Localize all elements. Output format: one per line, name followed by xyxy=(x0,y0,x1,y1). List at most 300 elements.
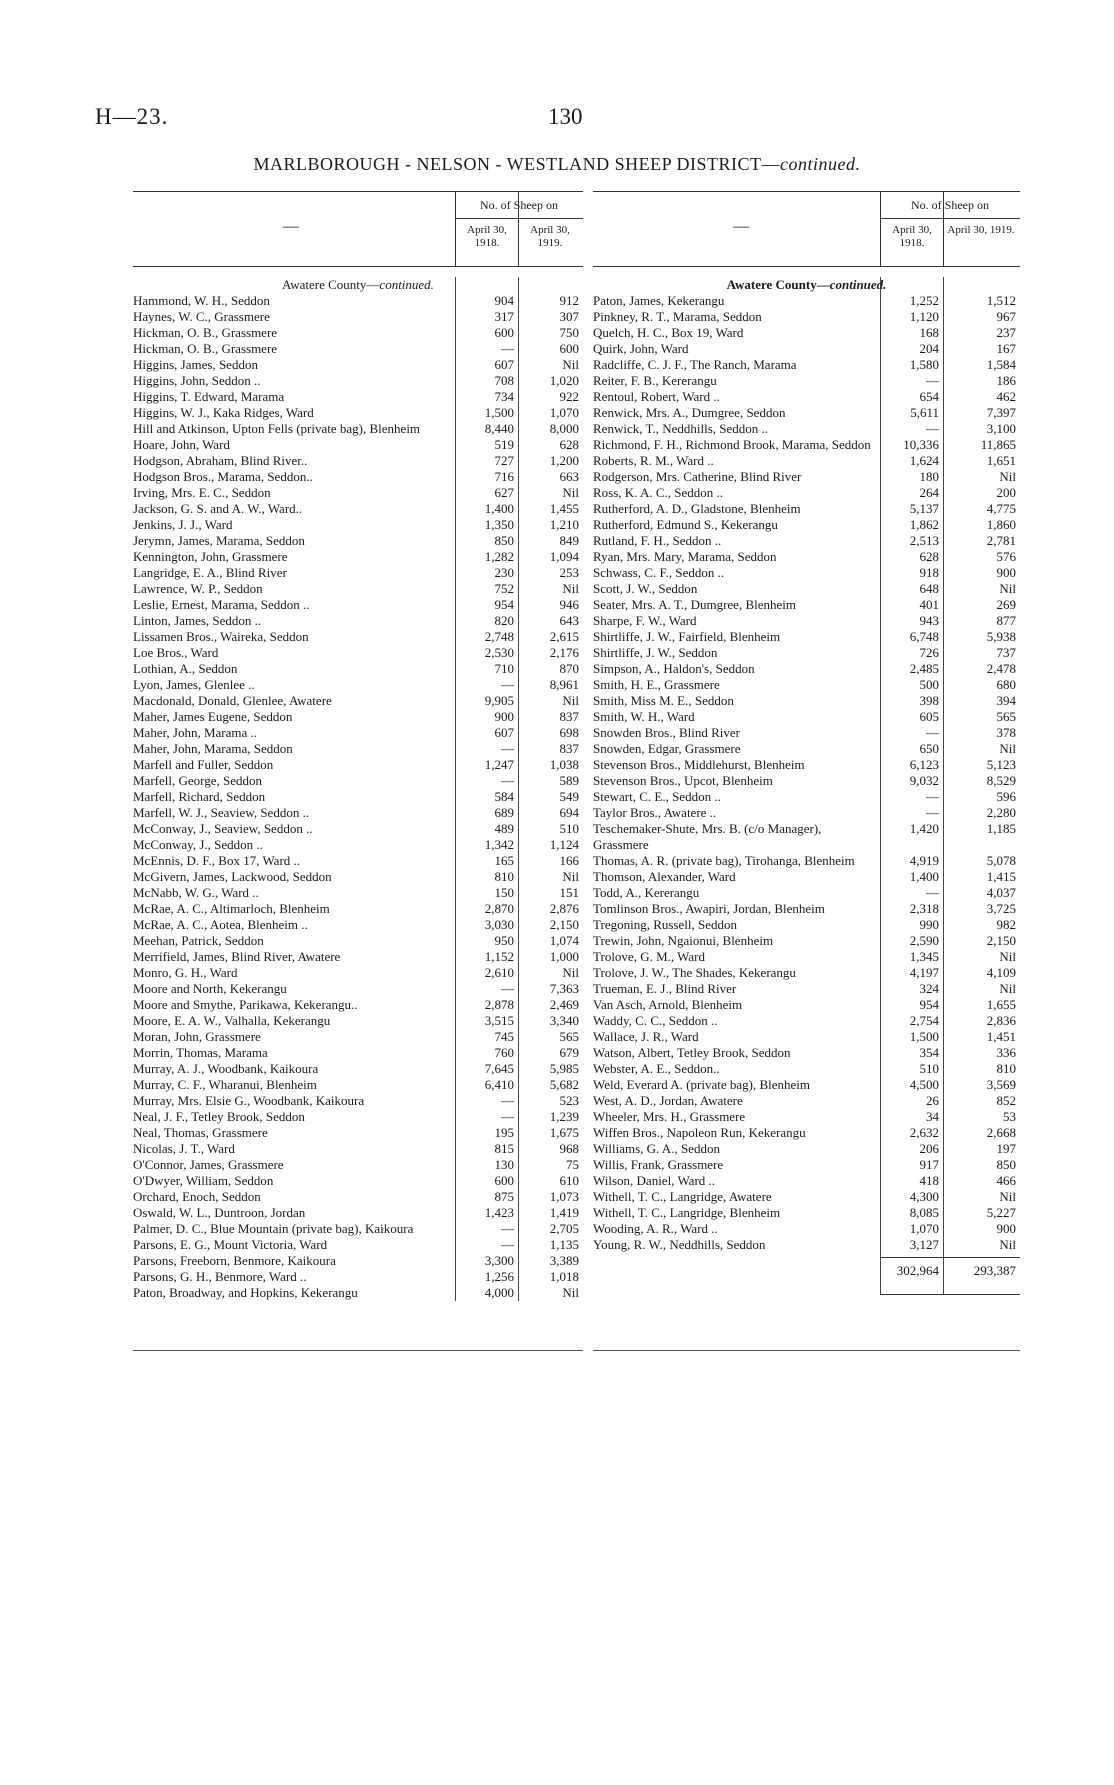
sheep-1919: 269 xyxy=(996,597,1016,612)
holder-name: Stevenson Bros., Upcot, Blenheim xyxy=(593,773,773,788)
holder-name: Hill and Atkinson, Upton Fells (private bag), Blenheim xyxy=(133,421,421,436)
table-row xyxy=(133,869,583,885)
sheep-1919: Nil xyxy=(562,357,579,372)
sheep-1918: 195 xyxy=(494,1125,514,1140)
table-row xyxy=(593,1045,1020,1061)
sheep-1919: 837 xyxy=(559,741,579,756)
table-row xyxy=(133,661,583,677)
holder-name: Tomlinson Bros., Awapiri, Jordan, Blenheim xyxy=(593,901,825,916)
sheep-1918: 605 xyxy=(919,709,939,724)
table-row xyxy=(133,1045,583,1061)
holder-name: Wilson, Daniel, Ward .. xyxy=(593,1173,716,1188)
page-title xyxy=(0,154,1114,175)
sheep-1918: 904 xyxy=(494,293,514,308)
sheep-1918: 628 xyxy=(919,549,939,564)
sheep-1918: 918 xyxy=(919,565,939,580)
holder-name: Haynes, W. C., Grassmere xyxy=(133,309,270,324)
table-row xyxy=(593,933,1020,949)
table-row xyxy=(133,837,583,853)
holder-name: Smith, W. H., Ward xyxy=(593,709,695,724)
sheep-1919: 1,455 xyxy=(549,501,579,516)
holder-name: Parsons, E. G., Mount Victoria, Ward xyxy=(133,1237,328,1252)
holder-name: Withell, T. C., Langridge, Blenheim xyxy=(593,1205,781,1220)
sheep-1918: 180 xyxy=(919,469,939,484)
table-row xyxy=(133,1125,583,1141)
sheep-1919: 596 xyxy=(996,789,1016,804)
sheep-1919: 877 xyxy=(996,613,1016,628)
left-header-dash: — xyxy=(283,218,299,235)
page-number: 130 xyxy=(548,104,583,129)
sheep-1918: 710 xyxy=(494,661,514,676)
table-row xyxy=(133,949,583,965)
sheep-1918: 1,345 xyxy=(909,949,939,964)
sheep-1918: 206 xyxy=(919,1141,939,1156)
sheep-1918: 500 xyxy=(919,677,939,692)
sheep-1918: 607 xyxy=(494,357,514,372)
left-header-col-1919: April 30, 1919. xyxy=(530,224,570,249)
table-row xyxy=(133,1205,583,1221)
sheep-1918: 1,070 xyxy=(909,1221,939,1236)
sheep-1919: 750 xyxy=(559,325,579,340)
table-row xyxy=(593,517,1020,533)
holder-name: Jenkins, J. J., Ward xyxy=(133,517,233,532)
sheep-1918: 519 xyxy=(494,437,514,452)
sheep-1918: — xyxy=(926,725,939,740)
table-row xyxy=(593,677,1020,693)
holder-name: Stewart, C. E., Seddon .. xyxy=(593,789,721,804)
sheep-1918: 2,318 xyxy=(909,901,939,916)
left-table-body xyxy=(133,277,583,1301)
table-row xyxy=(593,853,1020,869)
table-row xyxy=(133,693,583,709)
holder-name: Neal, J. F., Tetley Brook, Seddon xyxy=(133,1109,305,1124)
sheep-1919: 1,124 xyxy=(549,837,579,852)
sheep-1918: 1,350 xyxy=(484,517,514,532)
sheep-1919: 1,020 xyxy=(549,373,579,388)
holder-name: Weld, Everard A. (private bag), Blenheim xyxy=(593,1077,810,1092)
sheep-1919: 1,000 xyxy=(549,949,579,964)
holder-name: Linton, James, Seddon .. xyxy=(133,613,262,628)
holder-name: Macdonald, Donald, Glenlee, Awatere xyxy=(133,693,332,708)
table-row xyxy=(133,309,583,325)
sheep-1918: 2,530 xyxy=(484,645,514,660)
table-row xyxy=(593,325,1020,341)
holder-name: Schwass, C. F., Seddon .. xyxy=(593,565,725,580)
table-row xyxy=(133,421,583,437)
sheep-1918: 9,032 xyxy=(909,773,939,788)
holder-name: Moran, John, Grassmere xyxy=(133,1029,261,1044)
holder-name: Lissamen Bros., Waireka, Seddon xyxy=(133,629,309,644)
sheep-1919: 5,227 xyxy=(986,1205,1016,1220)
holder-name: Murray, A. J., Woodbank, Kaikoura xyxy=(133,1061,319,1076)
table-row xyxy=(133,805,583,821)
sheep-1919: 810 xyxy=(996,1061,1016,1076)
table-row xyxy=(593,1077,1020,1093)
sheep-1919: 253 xyxy=(559,565,579,580)
sheep-1918: 584 xyxy=(494,789,514,804)
sheep-1919: 1,655 xyxy=(986,997,1016,1012)
table-row xyxy=(593,1013,1020,1029)
sheep-1919: 982 xyxy=(996,917,1016,932)
sheep-1918: 7,645 xyxy=(484,1061,514,1076)
sheep-1918: 1,862 xyxy=(909,517,939,532)
table-row xyxy=(133,1109,583,1125)
holder-name: Reiter, F. B., Kererangu xyxy=(593,373,717,388)
holder-name: West, A. D., Jordan, Awatere xyxy=(593,1093,743,1108)
table-row xyxy=(133,1141,583,1157)
sheep-1918: — xyxy=(501,341,514,356)
sheep-1918: — xyxy=(926,805,939,820)
right-bottom-rule xyxy=(593,1350,1020,1351)
sheep-1919: 1,070 xyxy=(549,405,579,420)
table-row xyxy=(133,741,583,757)
right-header-dash: — xyxy=(733,218,749,235)
holder-name: Renwick, T., Neddhills, Seddon .. xyxy=(593,421,769,436)
table-row xyxy=(133,1237,583,1253)
holder-name: Shirtliffe, J. W., Fairfield, Blenheim xyxy=(593,629,781,644)
sheep-1919: 2,176 xyxy=(549,645,579,660)
holder-name: Hickman, O. B., Grassmere xyxy=(133,325,278,340)
sheep-1919: 850 xyxy=(996,1157,1016,1172)
table-row xyxy=(133,677,583,693)
sheep-1919: 1,038 xyxy=(549,757,579,772)
sheep-1919: Nil xyxy=(562,965,579,980)
sheep-1918: 2,610 xyxy=(484,965,514,980)
sheep-1919: 8,529 xyxy=(986,773,1016,788)
table-row xyxy=(593,725,1020,741)
sheep-1919: 200 xyxy=(996,485,1016,500)
right-header-col-1919: April 30, 1919. xyxy=(947,224,1015,236)
sheep-1919: 7,397 xyxy=(986,405,1016,420)
right-header-sheep-on: No. of Sheep on xyxy=(911,198,989,212)
left-header-col-1918: April 30, 1918. xyxy=(467,224,507,249)
table-row xyxy=(593,1173,1020,1189)
holder-name: Hickman, O. B., Grassmere xyxy=(133,341,278,356)
sheep-1919: 737 xyxy=(996,645,1016,660)
sheep-1918: 5,611 xyxy=(910,405,939,420)
holder-name: Withell, T. C., Langridge, Awatere xyxy=(593,1189,772,1204)
sheep-1918: 6,748 xyxy=(909,629,939,644)
table-row xyxy=(133,1285,583,1301)
sheep-1919: Nil xyxy=(562,693,579,708)
sheep-1918: 510 xyxy=(919,1061,939,1076)
holder-name: Maher, John, Marama, Seddon xyxy=(133,741,293,756)
sheep-1918: 150 xyxy=(494,885,514,900)
sheep-1918: 1,120 xyxy=(909,309,939,324)
holder-name: Williams, G. A., Seddon xyxy=(593,1141,720,1156)
table-row xyxy=(593,1061,1020,1077)
page-identifier: H—23. xyxy=(95,104,169,129)
sheep-1919: 1,675 xyxy=(549,1125,579,1140)
holder-name: Trolove, G. M., Ward xyxy=(593,949,705,964)
sheep-1918: — xyxy=(926,373,939,388)
sheep-1918: 165 xyxy=(494,853,514,868)
sheep-1919: 1,073 xyxy=(549,1189,579,1204)
holder-name: Moore, E. A. W., Valhalla, Kekerangu xyxy=(133,1013,331,1028)
sheep-1918: 648 xyxy=(919,581,939,596)
table-row xyxy=(593,421,1020,437)
holder-name: Renwick, Mrs. A., Dumgree, Seddon xyxy=(593,405,786,420)
holder-name: Parsons, G. H., Benmore, Ward .. xyxy=(133,1269,307,1284)
right-total-spacer xyxy=(593,1262,880,1280)
holder-name: McRae, A. C., Aotea, Blenheim .. xyxy=(133,917,308,932)
table-row xyxy=(133,469,583,485)
holder-name: Rutherford, A. D., Gladstone, Blenheim xyxy=(593,501,801,516)
sheep-1919: 1,210 xyxy=(549,517,579,532)
sheep-1918: 950 xyxy=(494,933,514,948)
table-row xyxy=(133,325,583,341)
table-row xyxy=(593,1221,1020,1237)
total-1918: 302,964 xyxy=(896,1263,939,1278)
holder-name: McConway, J., Seaview, Seddon .. xyxy=(133,821,313,836)
sheep-1919: 565 xyxy=(559,1029,579,1044)
sheep-1918: 815 xyxy=(494,1141,514,1156)
sheep-1919: 549 xyxy=(559,789,579,804)
sheep-1919: 166 xyxy=(559,853,579,868)
table-row xyxy=(593,661,1020,677)
sheep-1919: 3,725 xyxy=(986,901,1016,916)
sheep-1919: 2,478 xyxy=(986,661,1016,676)
right-county-heading xyxy=(593,277,1020,293)
sheep-1918: 2,878 xyxy=(484,997,514,1012)
sheep-1918: 264 xyxy=(919,485,939,500)
sheep-1918: 2,632 xyxy=(909,1125,939,1140)
table-row xyxy=(133,821,583,837)
table-row xyxy=(593,501,1020,517)
table-row xyxy=(593,1109,1020,1125)
sheep-1918: 317 xyxy=(494,309,514,324)
holder-name: Maher, James Eugene, Seddon xyxy=(133,709,293,724)
sheep-1919: 870 xyxy=(559,661,579,676)
sheep-1919: 2,876 xyxy=(549,901,579,916)
table-row xyxy=(593,357,1020,373)
table-row xyxy=(593,709,1020,725)
sheep-1919: 510 xyxy=(559,821,579,836)
sheep-1918: 745 xyxy=(494,1029,514,1044)
sheep-1918: 654 xyxy=(919,389,939,404)
sheep-1918: 4,300 xyxy=(909,1189,939,1204)
sheep-1918: 726 xyxy=(919,645,939,660)
holder-name: Lawrence, W. P., Seddon xyxy=(133,581,263,596)
holder-name: Richmond, F. H., Richmond Brook, Marama, Seddon xyxy=(593,437,871,452)
sheep-1919: 698 xyxy=(559,725,579,740)
table-row xyxy=(133,1077,583,1093)
table-row xyxy=(593,1093,1020,1109)
table-row xyxy=(133,613,583,629)
sheep-1919: 2,781 xyxy=(986,533,1016,548)
sheep-1919: 75 xyxy=(566,1157,579,1172)
sheep-1919: 466 xyxy=(996,1173,1016,1188)
holder-name: Trolove, J. W., The Shades, Kekerangu xyxy=(593,965,796,980)
sheep-1919: 186 xyxy=(996,373,1016,388)
sheep-1919: 5,985 xyxy=(549,1061,579,1076)
table-row xyxy=(133,645,583,661)
holder-name: Watson, Albert, Tetley Brook, Seddon xyxy=(593,1045,791,1060)
sheep-1919: Nil xyxy=(999,469,1016,484)
title-continued: continued. xyxy=(780,154,861,174)
left-table-header xyxy=(133,191,583,267)
sheep-1918: 600 xyxy=(494,1173,514,1188)
holder-name: Snowden Bros., Blind River xyxy=(593,725,740,740)
sheep-1919: Nil xyxy=(999,741,1016,756)
holder-name: Smith, H. E., Grassmere xyxy=(593,677,720,692)
sheep-1919: 4,037 xyxy=(986,885,1016,900)
sheep-1918: 734 xyxy=(494,389,514,404)
holder-name: Merrifield, James, Blind River, Awatere xyxy=(133,949,341,964)
left-county-heading xyxy=(133,277,583,293)
sheep-1919: 1,451 xyxy=(986,1029,1016,1044)
holder-name: Ryan, Mrs. Mary, Marama, Seddon xyxy=(593,549,777,564)
table-row xyxy=(593,645,1020,661)
table-row xyxy=(133,757,583,773)
sheep-1918: — xyxy=(501,1237,514,1252)
sheep-1918: 689 xyxy=(494,805,514,820)
sheep-1919: 837 xyxy=(559,709,579,724)
holder-name: Seater, Mrs. A. T., Dumgree, Blenheim xyxy=(593,597,796,612)
table-row xyxy=(133,1013,583,1029)
sheep-1918: 3,515 xyxy=(484,1013,514,1028)
table-row xyxy=(593,757,1020,773)
holder-name: Monro, G. H., Ward xyxy=(133,965,238,980)
holder-name: Neal, Thomas, Grassmere xyxy=(133,1125,268,1140)
sheep-1919: 1,584 xyxy=(986,357,1016,372)
sheep-1919: 5,123 xyxy=(986,757,1016,772)
holder-name: O'Dwyer, William, Seddon xyxy=(133,1173,274,1188)
holder-name: Quelch, H. C., Box 19, Ward xyxy=(593,325,744,340)
table-row xyxy=(593,901,1020,917)
sheep-1919: 307 xyxy=(559,309,579,324)
holder-name: Wallace, J. R., Ward xyxy=(593,1029,699,1044)
sheep-1919: 967 xyxy=(996,309,1016,324)
holder-name: Orchard, Enoch, Seddon xyxy=(133,1189,261,1204)
sheep-1919: 523 xyxy=(559,1093,579,1108)
right-table xyxy=(593,191,1020,1295)
holder-name: Lothian, A., Seddon xyxy=(133,661,238,676)
sheep-1919: Nil xyxy=(999,1237,1016,1252)
sheep-1919: 53 xyxy=(1003,1109,1016,1124)
sheep-1918: 2,870 xyxy=(484,901,514,916)
table-row xyxy=(593,293,1020,309)
sheep-1919: 663 xyxy=(559,469,579,484)
sheep-1918: 1,500 xyxy=(909,1029,939,1044)
sheep-1919: 11,865 xyxy=(980,437,1016,452)
table-row xyxy=(593,533,1020,549)
sheep-1918: 10,336 xyxy=(903,437,939,452)
sheep-1919: 3,569 xyxy=(986,1077,1016,1092)
table-row xyxy=(593,1125,1020,1141)
table-row xyxy=(593,693,1020,709)
sheep-1919: 565 xyxy=(996,709,1016,724)
sheep-1918: 727 xyxy=(494,453,514,468)
sheep-1919: 5,938 xyxy=(986,629,1016,644)
holder-name: Rodgerson, Mrs. Catherine, Blind River xyxy=(593,469,802,484)
holder-name: Smith, Miss M. E., Seddon xyxy=(593,693,734,708)
sheep-1919: 2,280 xyxy=(986,805,1016,820)
sheep-1919: 946 xyxy=(559,597,579,612)
sheep-1919: 1,094 xyxy=(549,549,579,564)
right-rows xyxy=(593,293,1020,1253)
table-row xyxy=(593,741,1020,757)
holder-name: Langridge, E. A., Blind River xyxy=(133,565,287,580)
table-row xyxy=(133,293,583,309)
sheep-1919: 2,150 xyxy=(549,917,579,932)
holder-name: Ross, K. A. C., Seddon .. xyxy=(593,485,724,500)
table-row xyxy=(593,789,1020,805)
right-table-header xyxy=(593,191,1020,267)
sheep-1919: 576 xyxy=(996,549,1016,564)
holder-name: McRae, A. C., Altimarloch, Blenheim xyxy=(133,901,330,916)
holder-name: Willis, Frank, Grassmere xyxy=(593,1157,724,1172)
sheep-1918: 3,030 xyxy=(484,917,514,932)
sheep-1919: 900 xyxy=(996,565,1016,580)
right-header-col-1918: April 30, 1918. xyxy=(892,224,932,249)
holder-name: Trewin, John, Ngaionui, Blenheim xyxy=(593,933,774,948)
table-row xyxy=(133,1221,583,1237)
sheep-1919: 462 xyxy=(996,389,1016,404)
sheep-1918: — xyxy=(501,1221,514,1236)
sheep-1918: 650 xyxy=(919,741,939,756)
table-row xyxy=(133,405,583,421)
table-row xyxy=(133,981,583,997)
holder-name: Jackson, G. S. and A. W., Ward.. xyxy=(133,501,303,516)
holder-name: Paton, James, Kekerangu xyxy=(593,293,725,308)
sheep-1918: 489 xyxy=(494,821,514,836)
holder-name: Waddy, C. C., Seddon .. xyxy=(593,1013,718,1028)
sheep-1918: 4,197 xyxy=(909,965,939,980)
sheep-1919: 600 xyxy=(559,341,579,356)
left-header-sheep-on: No. of Sheep on xyxy=(480,198,558,212)
sheep-1918: 1,247 xyxy=(484,757,514,772)
sheep-1918: 401 xyxy=(919,597,939,612)
table-row xyxy=(593,917,1020,933)
sheep-1919: 3,340 xyxy=(549,1013,579,1028)
sheep-1919: 8,961 xyxy=(549,677,579,692)
holder-name: Quirk, John, Ward xyxy=(593,341,689,356)
sheep-1919: Nil xyxy=(562,581,579,596)
table-row xyxy=(133,437,583,453)
table-row xyxy=(133,789,583,805)
holder-name: Murray, Mrs. Elsie G., Woodbank, Kaikoura xyxy=(133,1093,365,1108)
sheep-1919: 1,651 xyxy=(986,453,1016,468)
sheep-1918: 954 xyxy=(919,997,939,1012)
sheep-1918: 8,440 xyxy=(484,421,514,436)
sheep-1918: — xyxy=(501,981,514,996)
left-county-name: Awatere County— xyxy=(282,277,380,292)
table-row xyxy=(593,1237,1020,1253)
holder-name: Pinkney, R. T., Marama, Seddon xyxy=(593,309,762,324)
holder-name: Wiffen Bros., Napoleon Run, Kekerangu xyxy=(593,1125,806,1140)
sheep-1918: 230 xyxy=(494,565,514,580)
sheep-1918: 130 xyxy=(494,1157,514,1172)
table-row xyxy=(593,1157,1020,1173)
holder-name: Wooding, A. R., Ward .. xyxy=(593,1221,718,1236)
sheep-1919: 922 xyxy=(559,389,579,404)
sheep-1918: 8,085 xyxy=(909,1205,939,1220)
holder-name: Stevenson Bros., Middlehurst, Blenheim xyxy=(593,757,805,772)
holder-name: Kennington, John, Grassmere xyxy=(133,549,288,564)
table-row xyxy=(593,949,1020,965)
sheep-1918: — xyxy=(926,421,939,436)
holder-name: Marfell and Fuller, Seddon xyxy=(133,757,274,772)
table-row xyxy=(593,885,1020,901)
sheep-1918: — xyxy=(501,677,514,692)
sheep-1918: — xyxy=(501,1093,514,1108)
sheep-1918: 324 xyxy=(919,981,939,996)
left-rows xyxy=(133,293,583,1301)
table-row xyxy=(133,357,583,373)
holder-name: Paton, Broadway, and Hopkins, Kekerangu xyxy=(133,1285,358,1300)
table-row xyxy=(133,453,583,469)
